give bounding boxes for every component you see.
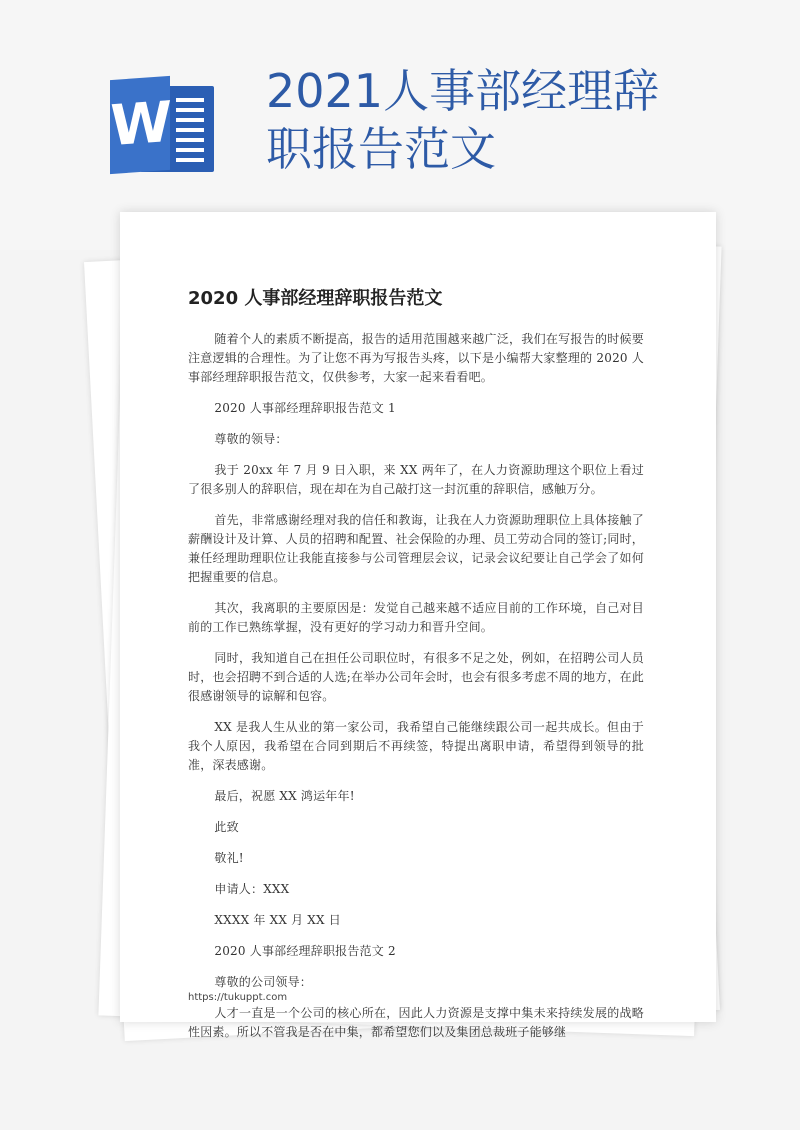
word-letter-badge: W [110, 76, 170, 174]
paragraph: 其次，我离职的主要原因是：发觉自己越来越不适应目前的工作环境，自己对目前的工作已熟练掌握，没有更好的学习动力和晋升空间。 [188, 601, 644, 634]
paragraph: 随着个人的素质不断提高，报告的适用范围越来越广泛，我们在写报告的时候要注意逻辑的合理性。为了让您不再为写报告头疼，以下是小编帮大家整理的 2020 人事部经理辞职报告范文，仅供参考，大家一起来看看吧。 [188, 332, 644, 384]
paragraph: 最后，祝愿 XX 鸿运年年! [214, 789, 355, 803]
document-body [188, 330, 644, 1054]
paragraph: XX 是我人生从业的第一家公司，我希望自己能继续跟公司一起共成长。但由于我个人原因，我希望在合同到期后不再续签，特提出离职申请，希望得到领导的批准，深表感谢。 [188, 720, 644, 772]
paragraph: 人才一直是一个公司的核心所在，因此人力资源是支撑中集未来持续发展的战略性因素。所以不管我是否在中集，都希望您们以及集团总裁班子能够继 [188, 1006, 644, 1039]
page-title-line2: 职报告范文 [266, 122, 496, 176]
paragraph: 敬礼! [214, 851, 244, 865]
page-title [266, 62, 746, 178]
paragraph: 首先，非常感谢经理对我的信任和教诲，让我在人力资源助理职位上具体接触了薪酬设计及计算、人员的招聘和配置、社会保险的办理、员工劳动合同的签订;同时，兼任经理助理职位让我能直接参与公司管理层会议，记录会议纪要让自己学会了如何把握重要的信息。 [188, 513, 644, 584]
paragraph: 2020 人事部经理辞职报告范文 1 [214, 401, 396, 415]
paragraph: XXXX 年 XX 月 XX 日 [214, 913, 342, 927]
document-title: 2020 人事部经理辞职报告范文 [188, 288, 443, 309]
paragraph: 此致 [214, 820, 239, 834]
paragraph: 申请人：XXX [214, 882, 290, 896]
paragraph: 我于 20xx 年 7 月 9 日入职，来 XX 两年了，在人力资源助理这个职位上看过了很多别人的辞职信，现在却在为自己敲打这一封沉重的辞职信，感触万分。 [188, 463, 644, 496]
footer-url[interactable]: https://tukuppt.com [188, 992, 288, 1003]
paragraph: 同时，我知道自己在担任公司职位时，有很多不足之处，例如，在招聘公司人员时，也会招聘不到合适的人选;在举办公司年会时，也会有很多考虑不周的地方，在此很感谢领导的谅解和包容。 [188, 651, 644, 703]
page-title-line1: 2021人事部经理辞 [266, 64, 660, 118]
paragraph: 尊敬的领导： [214, 432, 288, 446]
paragraph: 2020 人事部经理辞职报告范文 2 [214, 944, 396, 958]
document-page [120, 212, 716, 1039]
paragraph: 尊敬的公司领导： [214, 975, 312, 989]
word-doc-icon [110, 78, 214, 172]
